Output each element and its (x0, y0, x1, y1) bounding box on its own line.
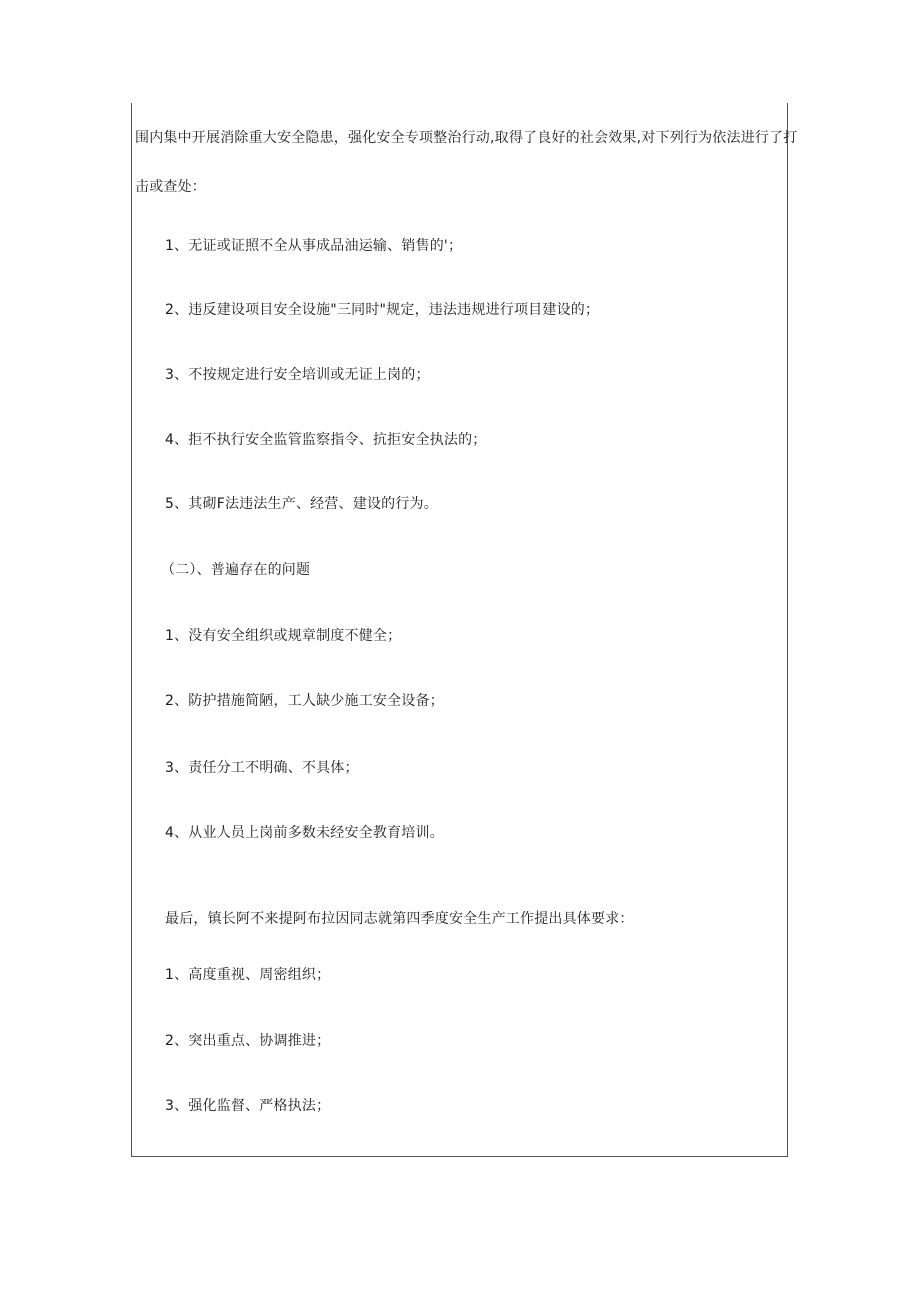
closing-intro: 最后，镇长阿不来提阿布拉因同志就第四季度安全生产工作提出具体要求： (165, 911, 634, 927)
crackdown-item-3: 3、不按规定进行安全培训或无证上岗的； (165, 367, 430, 383)
problem-item-4: 4、从业人员上岗前多数未经安全教育培训。 (165, 825, 444, 841)
crackdown-item-1: 1、无证或证照不全从事成品油运输、销售的'； (165, 238, 463, 254)
requirement-item-3: 3、强化监督、严格执法； (165, 1098, 331, 1114)
crackdown-item-4: 4、拒不执行安全监管监察指令、抗拒安全执法的； (165, 432, 487, 448)
problem-item-2: 2、防护措施简陋，工人缺少施工安全设备； (165, 693, 444, 709)
requirement-item-1: 1、高度重视、周密组织； (165, 967, 331, 983)
section-2-heading: （二）、普遍存在的问题 (161, 562, 311, 578)
crackdown-item-5: 5、其砌F法违法生产、经营、建设的行为。 (165, 496, 438, 512)
problem-item-1: 1、没有安全组织或规章制度不健全； (165, 628, 402, 644)
paragraph-line-1: 围内集中开展消除重大安全隐患，强化安全专项整治行动,取得了良好的社会效果,对下列行为依法进行了打 (135, 130, 798, 146)
crackdown-item-2: 2、违反建设项目安全设施"三同时"规定，违法违规进行项目建设的； (165, 302, 600, 318)
requirement-item-2: 2、突出重点、协调推进； (165, 1033, 331, 1049)
paragraph-line-2: 击或查处： (135, 179, 206, 195)
problem-item-3: 3、责任分工不明确、不具体； (165, 760, 359, 776)
